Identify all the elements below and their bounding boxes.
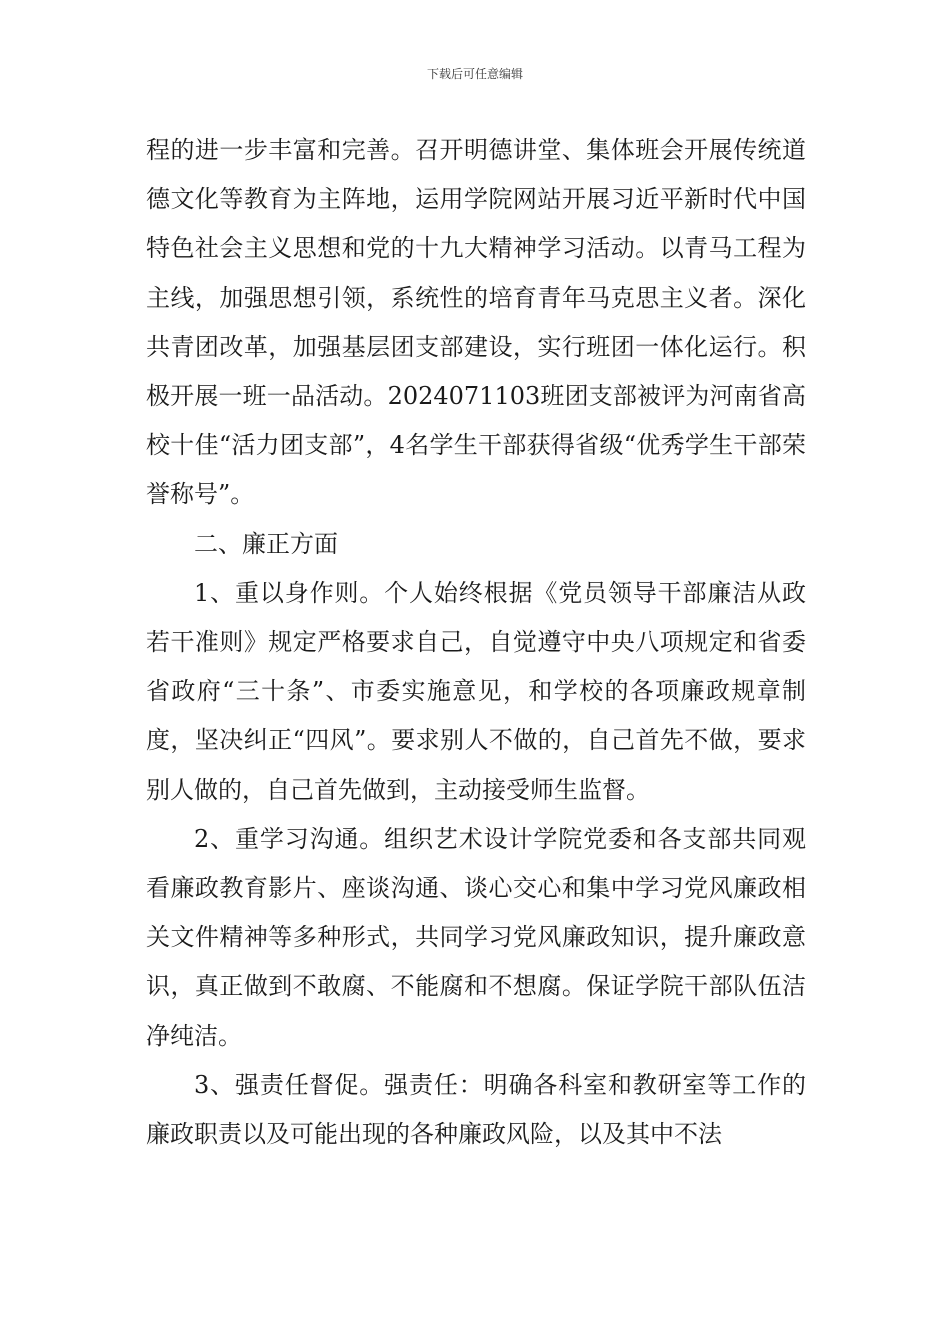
paragraph-item-2: 2、重学习沟通。组织艺术设计学院党委和各支部共同观看廉政教育影片、座谈沟通、谈心交心和集中学习党风廉政相关文件精神等多种形式，共同学习党风廉政知识，提升廉政意识，真正做到不敢腐、不能腐和不想腐。保证学院干部队伍洁净纯洁。 [146,824,806,1050]
paragraph-continuation: 程的进一步丰富和完善。召开明德讲堂、集体班会开展传统道德文化等教育为主阵地，运用学院网站开展习近平新时代中国特色社会主义思想和党的十九大精神学习活动。以青马工程为主线，加强思想引领，系统性的培育青年马克思主义者。深化共青团改革，加强基层团支部建设，实行班团一体化运行。积极开展一班一品活动。2024071103班团支部被评为河南省高校十佳“活力团支部”，4名学生干部获得省级“优秀学生干部荣誉称号”。 [146,136,806,509]
paragraph-item-1: 1、重以身作则。个人始终根据《党员领导干部廉洁从政若干准则》规定严格要求自己，自觉遵守中央八项规定和省委省政府“三十条”、市委实施意见，和学校的各项廉政规章制度，坚决纠正“四风”。要求别人不做的，自己首先不做，要求别人做的，自己首先做到，主动接受师生监督。 [146,578,806,804]
section-heading-integrity: 二、廉正方面 [194,529,338,558]
page-header: 下载后可任意编辑 [426,67,523,81]
document-body [146,126,806,1159]
paragraph-item-3: 3、强责任督促。强责任：明确各科室和教研室等工作的廉政职责以及可能出现的各种廉政风险，以及其中不法 [146,1070,806,1149]
